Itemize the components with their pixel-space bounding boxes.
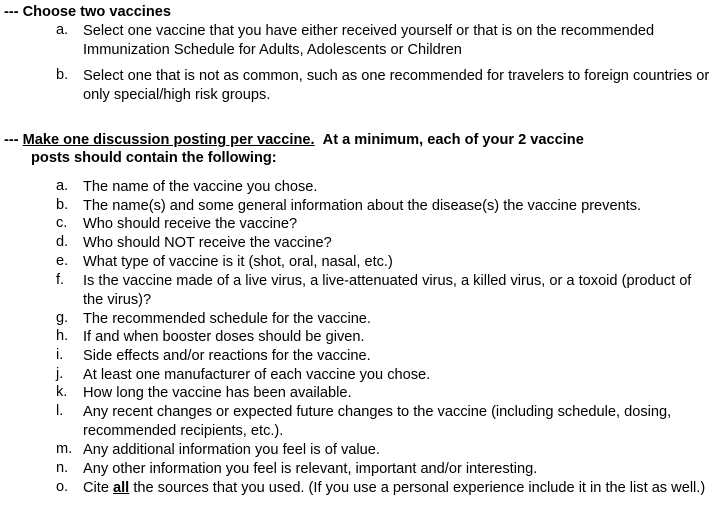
list-text: Select one that is not as common, such as one recommended for travelers to foreign countries or only special/high risk groups. xyxy=(83,68,710,103)
list-marker: m. xyxy=(56,441,73,457)
list-text: Side effects and/or reactions for the vaccine. xyxy=(83,348,371,364)
list-marker: c. xyxy=(56,215,68,231)
cite-after: the sources that you used. (If you use a personal experience include it in the list as well.) xyxy=(133,480,706,496)
section2-title-rest: At a minimum, each of your 2 vaccine xyxy=(322,132,584,148)
list-marker: g. xyxy=(56,310,69,326)
list-marker: a. xyxy=(56,22,69,38)
list-text: Any additional information you feel is of value. xyxy=(83,442,380,458)
list-marker: n. xyxy=(56,460,69,476)
section2-heading-line2: posts should contain the following: xyxy=(31,150,277,166)
list-marker: b. xyxy=(56,67,69,83)
list-text: If and when booster doses should be given. xyxy=(83,329,365,345)
list-text xyxy=(83,479,712,498)
list-marker: e. xyxy=(56,253,69,269)
section2-dash: --- xyxy=(4,132,19,148)
list-marker: a. xyxy=(56,178,69,194)
list-text: How long the vaccine has been available. xyxy=(83,385,352,401)
section-discussion-posting xyxy=(4,131,710,167)
list-marker: d. xyxy=(56,234,69,250)
list-text: At least one manufacturer of each vaccine you chose. xyxy=(83,367,431,383)
cite-emphasis: all xyxy=(113,480,130,496)
section2-title-underlined: Make one discussion posting per vaccine. xyxy=(22,132,315,148)
list-marker: h. xyxy=(56,328,69,344)
section1-title: Choose two vaccines xyxy=(22,4,172,20)
list-text: Any recent changes or expected future changes to the vaccine (including schedule, dosing, recommended recipients, etc.). xyxy=(83,404,672,439)
list-text: The recommended schedule for the vaccine. xyxy=(83,311,371,327)
list-marker: l. xyxy=(56,403,64,419)
list-text: The name(s) and some general information about the disease(s) the vaccine prevents. xyxy=(83,198,642,214)
list-marker: j. xyxy=(56,366,64,382)
section-choose-vaccines xyxy=(4,3,710,21)
list-text: Who should receive the vaccine? xyxy=(83,216,298,232)
list-text: The name of the vaccine you chose. xyxy=(83,179,318,195)
list-text: Is the vaccine made of a live virus, a live-attenuated virus, a killed virus, or a toxoid (product of the virus)? xyxy=(83,273,692,308)
list-text: Select one vaccine that you have either received yourself or that is on the recommended Immunization Schedule for Adults, Adolescents or Children xyxy=(83,23,655,58)
section1-dash: --- xyxy=(4,4,19,20)
list-marker: f. xyxy=(56,272,65,288)
list-marker: b. xyxy=(56,197,69,213)
list-marker: k. xyxy=(56,384,68,400)
list-marker: o. xyxy=(56,479,69,495)
list-text: What type of vaccine is it (shot, oral, nasal, etc.) xyxy=(83,254,393,270)
list-text: Any other information you feel is relevant, important and/or interesting. xyxy=(83,461,538,477)
cite-before: Cite xyxy=(83,480,109,496)
section1-heading xyxy=(4,3,710,21)
list-marker: i. xyxy=(56,347,64,363)
section2-heading xyxy=(4,131,710,149)
list-text: Who should NOT receive the vaccine? xyxy=(83,235,332,251)
